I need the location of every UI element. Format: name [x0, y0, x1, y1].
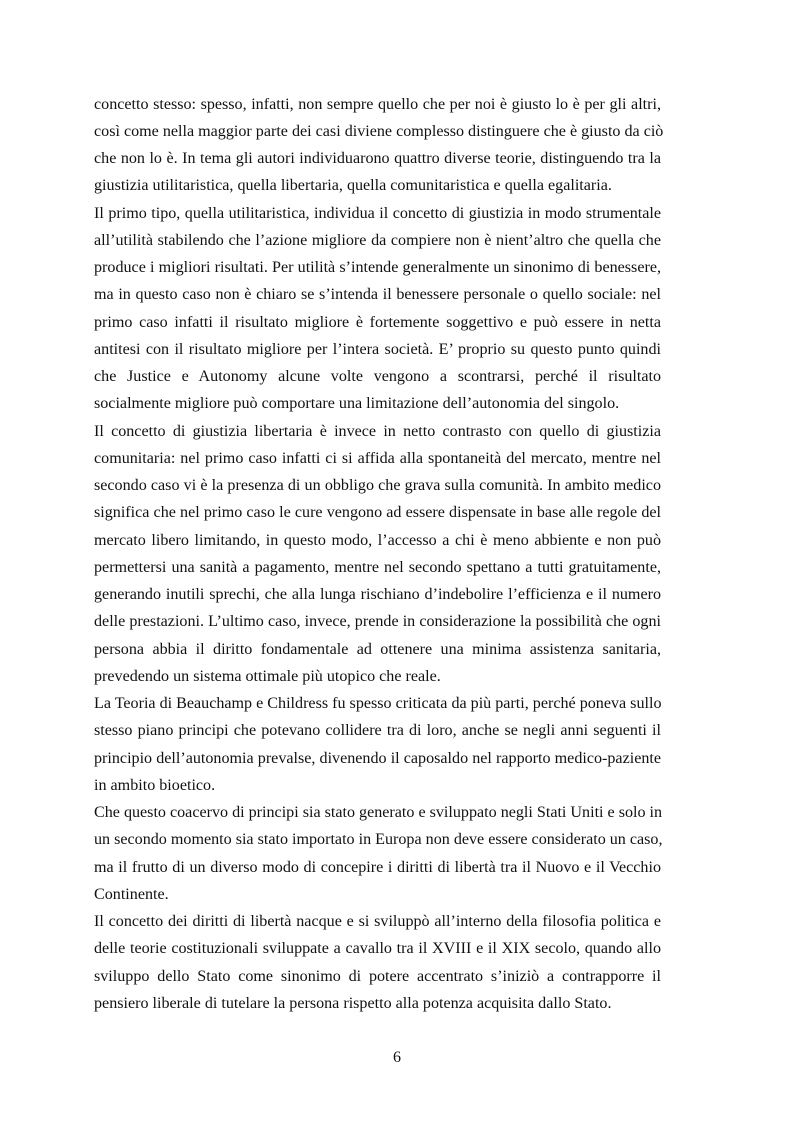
text-line: secondo caso vi è la presenza di un obbligo che grava sulla comunità. In ambito medico: [94, 477, 661, 494]
text-line: concetto stesso: spesso, infatti, non sempre quello che per noi è giusto lo è per gli altri,: [94, 96, 661, 113]
text-line: Continente.: [94, 886, 169, 903]
text-line: sviluppo dello Stato come sinonimo di potere accentrato s’iniziò a contrapporre il: [94, 968, 661, 985]
text-line: delle teorie costituzionali sviluppate a cavallo tra il XVIII e il XIX secolo, quando allo: [94, 940, 661, 957]
text-line: generando inutili sprechi, che alla lunga rischiano d’indebolire l’efficienza e il numero: [94, 586, 661, 603]
text-line: che Justice e Autonomy alcune volte vengono a scontrarsi, perché il risultato: [94, 368, 661, 385]
text-line: Il concetto dei diritti di libertà nacque e si sviluppò all’interno della filosofia politica e: [94, 913, 661, 930]
text-line: comunitaria: nel primo caso infatti ci si affida alla spontaneità del mercato, mentre nel: [94, 450, 661, 467]
text-line: La Teoria di Beauchamp e Childress fu spesso criticata da più parti, perché poneva sullo: [94, 695, 662, 712]
text-line: permettersi una sanità a pagamento, mentre nel secondo spettano a tutti gratuitamente,: [94, 559, 661, 576]
text-line: mercato libero limitando, in questo modo, l’accesso a chi è meno abbiente e non può: [94, 532, 661, 549]
text-line: produce i migliori risultati. Per utilità s’intende generalmente un sinonimo di benessere,: [94, 259, 661, 276]
text-line: ma in questo caso non è chiaro se s’intenda il benessere personale o quello sociale: nel: [94, 286, 661, 303]
text-line: così come nella maggior parte dei casi diviene complesso distinguere che è giusto da ciò: [94, 123, 664, 140]
text-line: stesso piano principi che potevano collidere tra di loro, anche se negli anni seguenti il: [94, 722, 661, 739]
text-line: giustizia utilitaristica, quella libertaria, quella comunitaristica e quella egalitaria.: [94, 177, 612, 194]
text-line: significa che nel primo caso le cure vengono ad essere dispensate in base alle regole del: [94, 504, 661, 521]
text-line: pensiero liberale di tutelare la persona rispetto alla potenza acquisita dallo Stato.: [94, 995, 612, 1012]
text-line: delle prestazioni. L’ultimo caso, invece, prende in considerazione la possibilità che ogni: [94, 613, 661, 630]
text-line: in ambito bioetico.: [94, 777, 216, 794]
text-line: antitesi con il risultato migliore per l’intera società. E’ proprio su questo punto quindi: [94, 341, 661, 358]
page-number: 6: [393, 1049, 401, 1066]
text-line: che non lo è. In tema gli autori individuarono quattro diverse teorie, distinguendo tra la: [94, 150, 661, 167]
text-line: ma il frutto di un diverso modo di concepire i diritti di libertà tra il Nuovo e il Vecchio: [94, 859, 661, 876]
text-line: principio dell’autonomia prevalse, divenendo il caposaldo nel rapporto medico-paziente: [94, 750, 661, 767]
text-line: Il primo tipo, quella utilitaristica, individua il concetto di giustizia in modo strumentale: [94, 205, 661, 222]
text-line: persona abbia il diritto fondamentale ad ottenere una minima assistenza sanitaria,: [94, 641, 661, 658]
text-line: prevedendo un sistema ottimale più utopico che reale.: [94, 668, 441, 685]
text-line: Il concetto di giustizia libertaria è invece in netto contrasto con quello di giustizia: [94, 423, 661, 440]
text-line: socialmente migliore può comportare una limitazione dell’autonomia del singolo.: [94, 395, 620, 412]
text-line: un secondo momento sia stato importato in Europa non deve essere considerato un caso,: [94, 831, 663, 848]
text-line: primo caso infatti il risultato migliore è fortemente soggettivo e può essere in netta: [94, 314, 661, 331]
text-line: all’utilità stabilendo che l’azione migliore da compiere non è nient’altro che quella che: [94, 232, 661, 249]
text-line: Che questo coacervo di principi sia stato generato e sviluppato negli Stati Uniti e solo in: [94, 804, 663, 821]
